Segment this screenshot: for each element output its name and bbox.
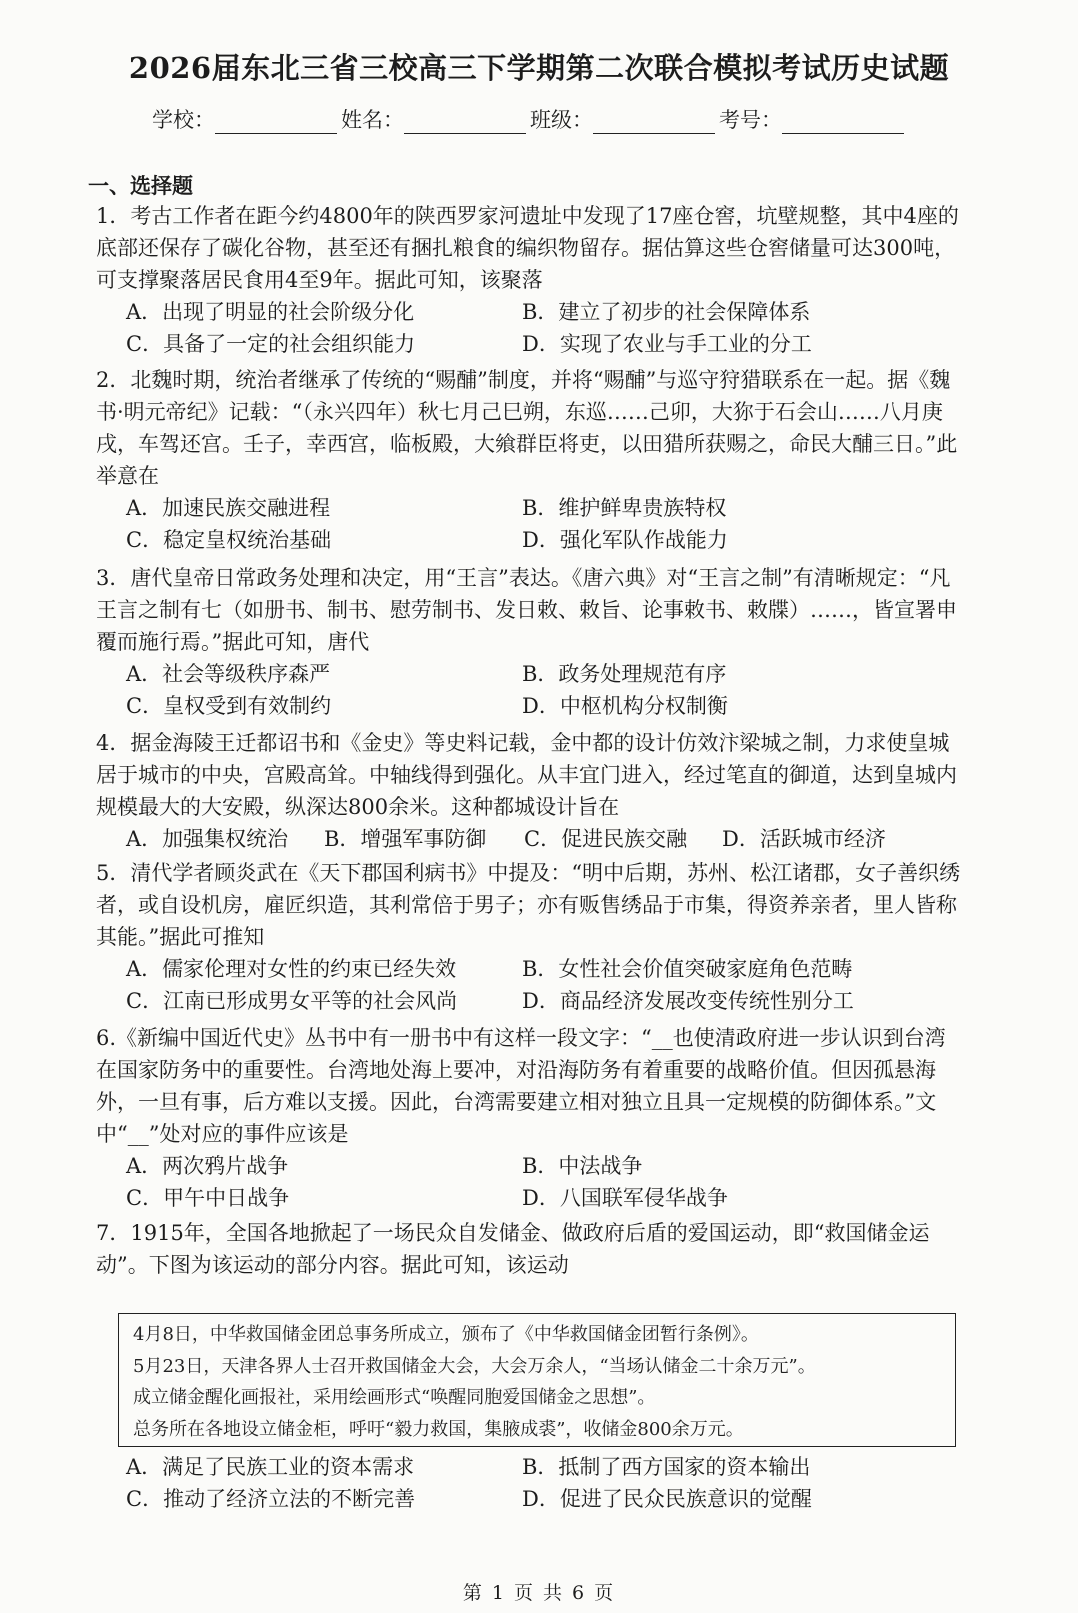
question-2 [96,364,964,556]
option-a: A．两次鸦片战争 [126,1154,289,1178]
option-d: D．强化军队作战能力 [522,528,728,552]
option-b: B．增强军事防御 [324,827,487,851]
source-line: 成立储金醒化画报社，采用绘画形式“唤醒同胞爱国储金之思想”。 [133,1387,656,1408]
options-row [96,328,964,360]
option-d: D．商品经济发展改变传统性别分工 [522,989,854,1013]
class-blank [593,111,715,134]
option-c: C．具备了一定的社会组织能力 [126,332,416,356]
question-3 [96,562,964,722]
option-a: A．加速民族交融进程 [126,496,331,520]
options-row [96,953,964,985]
question-stem: 2．北魏时期，统治者继承了传统的“赐酺”制度，并将“赐酺”与巡守狩猎联系在一起。据《魏书·明元帝纪》记载：“（永兴四年）秋七月己巳朔，东巡……己卯，大狝于石会山……八月庚戌，车驾还宫。壬子，幸西宫，临板殿，大飨群臣将吏，以田猎所获赐之，命民大酺三日。”此举意在 [96,368,958,488]
option-d: D．促进了民众民族意识的觉醒 [522,1487,812,1511]
options-row [96,1451,964,1483]
question-7-options [96,1451,964,1515]
option-a: A．加强集权统治 [126,827,289,851]
question-7 [96,1217,964,1281]
page-footer: 第 1 页 共 6 页 [462,1582,616,1604]
question-6 [96,1022,964,1214]
option-c: C．促进民族交融 [524,827,688,851]
page-title: 2026届东北三省三校高三下学期第二次联合模拟考试历史试题 [128,51,950,85]
source-line: 总务所在各地设立储金柜，呼吁“毅力救国，集腋成裘”，收储金800余万元。 [133,1418,744,1440]
question-stem: 1．考古工作者在距今约4800年的陕西罗家河遗址中发现了17座仓窖，坑壁规整，其中4座的底部还保存了碳化谷物，甚至还有捆扎粮食的编织物留存。据估算这些仓窖储量可达300吨，可支撑聚落居民食用4至9年。据此可知，该聚落 [96,204,959,292]
options-row [96,985,964,1017]
option-b: B．中法战争 [522,1154,643,1178]
option-b: B．建立了初步的社会保障体系 [522,300,811,324]
school-blank [215,111,337,134]
option-c: C．稳定皇权统治基础 [126,528,332,552]
options-row [96,690,964,722]
option-c: C．江南已形成男女平等的社会风尚 [126,989,458,1013]
source-line: 5月23日，天津各界人士召开救国储金大会，大会万余人，“当场认储金二十余万元”。 [133,1355,816,1377]
source-material-box [118,1313,956,1447]
question-stem: 5．清代学者顾炎武在《天下郡国利病书》中提及：“明中后期，苏州、松江诸郡，女子善织绣者，或自设机房，雇匠织造，其利常倍于男子；亦有贩售绣品于市集，得资养亲者，里人皆称其能。”据此可推知 [96,861,961,949]
option-d: D．活跃城市经济 [722,827,886,851]
option-a: A．出现了明显的社会阶级分化 [126,300,415,324]
section-heading: 一、选择题 [88,173,193,198]
options-row [96,524,964,556]
question-stem: 4．据金海陵王迁都诏书和《金史》等史料记载，金中都的设计仿效汴梁城之制，力求使皇城居于城市的中央，宫殿高耸。中轴线得到强化。从丰宜门进入，经过笔直的御道，达到皇城内规模最大的大安殿，纵深达800余米。这种都城设计旨在 [96,731,957,819]
option-c: C．皇权受到有效制约 [126,694,332,718]
option-d: D．实现了农业与手工业的分工 [522,332,812,356]
option-d: D．中枢机构分权制衡 [522,694,728,718]
student-info-fields [152,104,952,134]
option-a: A．社会等级秩序森严 [126,662,331,686]
question-stem: 6.《新编中国近代史》丛书中有一册书中有这样一段文字：“__也使清政府进一步认识到台湾在国家防务中的重要性。台湾地处海上要冲，对沿海防务有着重要的战略价值。但因孤悬海外，一旦有事，后方难以支援。因此，台湾需要建立相对独立且具一定规模的防御体系。”文中“__”处对应的事件应该是 [96,1026,946,1146]
option-a: A．满足了民族工业的资本需求 [126,1455,415,1479]
option-b: B．女性社会价值突破家庭角色范畴 [522,957,853,981]
option-b: B．政务处理规范有序 [522,662,727,686]
exam-number-blank [782,111,904,134]
question-4 [96,727,964,855]
source-line: 4月8日，中华救国储金团总事务所成立，颁布了《中华救国储金团暂行条例》。 [133,1324,759,1345]
name-label: 姓名： [341,108,404,132]
exam-number-label: 考号： [719,108,782,132]
options-row [96,1483,964,1515]
option-a: A．儒家伦理对女性的约束已经失效 [126,957,457,981]
option-b: B．抵制了西方国家的资本输出 [522,1455,811,1479]
options-row [96,492,964,524]
school-label: 学校： [152,108,215,132]
question-1 [96,200,964,360]
options-row [96,1182,964,1214]
question-stem: 7．1915年，全国各地掀起了一场民众自发储金、做政府后盾的爱国运动，即“救国储金运动”。下图为该运动的部分内容。据此可知，该运动 [96,1221,930,1277]
option-c: C．推动了经济立法的不断完善 [126,1487,416,1511]
option-c: C．甲午中日战争 [126,1186,290,1210]
option-b: B．维护鲜卑贵族特权 [522,496,727,520]
question-stem: 3．唐代皇帝日常政务处理和决定，用“王言”表达。《唐六典》对“王言之制”有清晰规定：“凡王言之制有七（如册书、制书、慰劳制书、发日敕、敕旨、论事敕书、敕牒）……，皆宣署申覆而施行焉。”据此可知，唐代 [96,566,957,654]
options-row [96,296,964,328]
options-row [96,658,964,690]
options-row [96,823,964,855]
question-5 [96,857,964,1017]
name-blank [404,111,526,134]
option-d: D．八国联军侵华战争 [522,1186,728,1210]
options-row [96,1150,964,1182]
class-label: 班级： [530,108,593,132]
